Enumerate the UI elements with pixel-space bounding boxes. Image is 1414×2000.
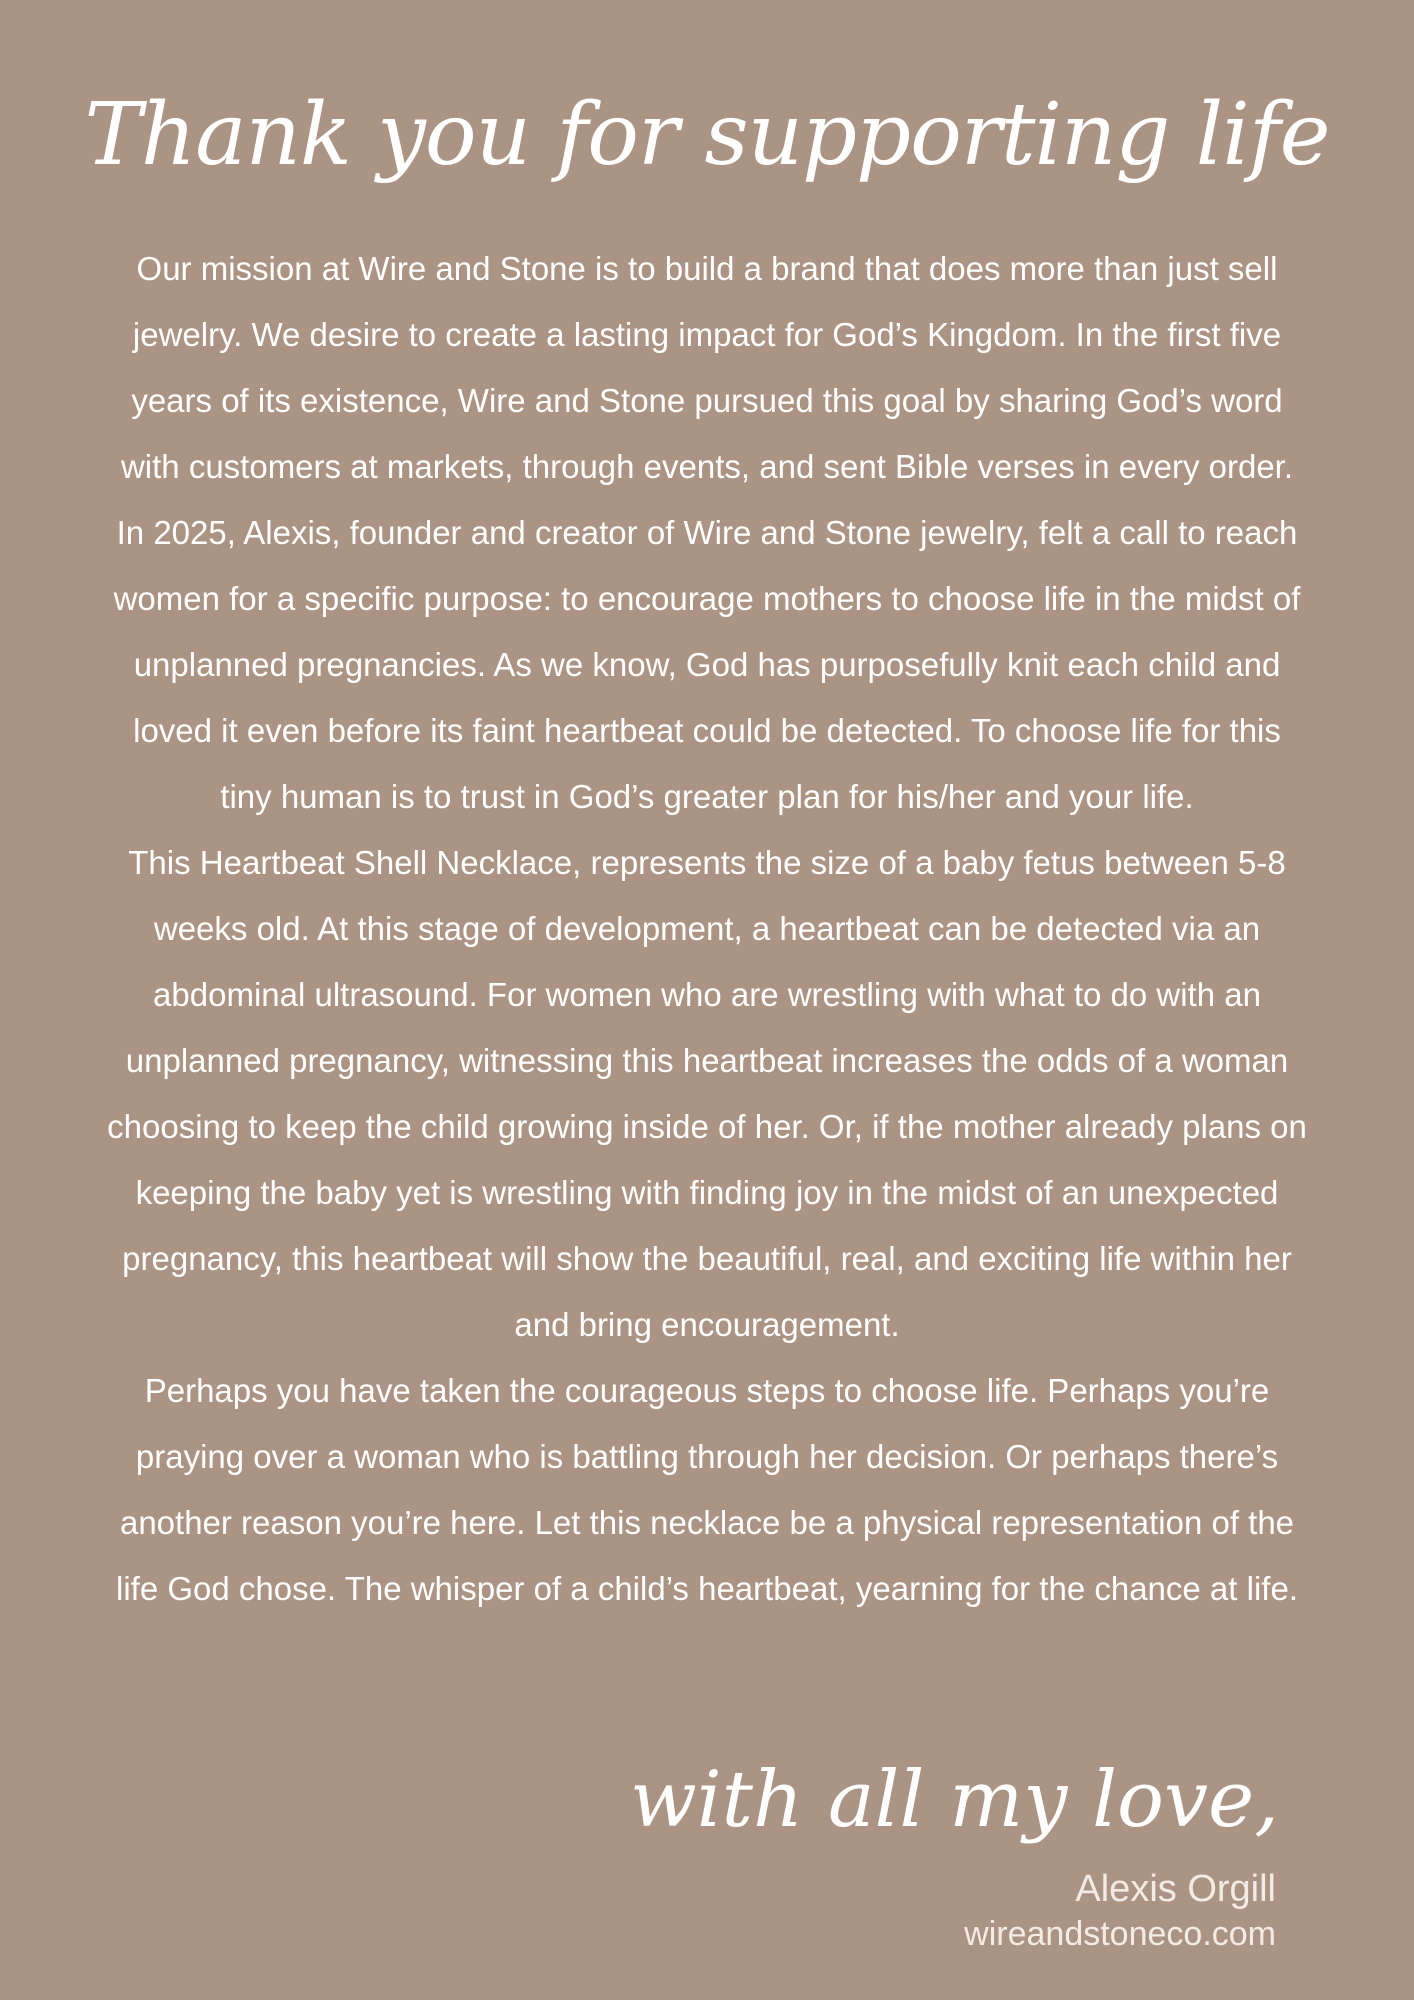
closing-paragraph: Perhaps you have taken the courageous steps to choose life. Perhaps you’re praying over a woman who is battling through her decision. Or perhaps there’s another reason you’re here. Let this necklace be a physical representation of the life God chose. The whisper of a child’s heartbeat, yearning for the chance at life. [116,1372,1298,1607]
mission-paragraph: Our mission at Wire and Stone is to build a brand that does more than just sell jewelry. We desire to create a lasting impact for God’s Kingdom. In the first five years of its existence, Wire and Stone pursued this goal by sharing God’s word with customers at markets, through events, and sent Bible verses in every order. In 2025, Alexis, founder and creator of Wire and Stone jewelry, felt a call to reach women for a specific purpose: to encourage mothers to choose life in the midst of unplanned pregnancies. As we know, God has purposefully knit each child and loved it even before its faint heartbeat could be detected. To choose life for this tiny human is to trust in God’s greater plan for his/her and your life. [113,250,1301,815]
signoff: with all my love, [629,1755,1279,1845]
card-body [105,236,1309,1622]
necklace-paragraph: This Heartbeat Shell Necklace, represents the size of a baby fetus between 5-8 weeks old. At this stage of development, a heartbeat can be detected via an abdominal ultrasound. For women who are wrestling with what to do with an unplanned pregnancy, witnessing this heartbeat increases the odds of a woman choosing to keep the child growing inside of her. Or, if the mother already plans on keeping the baby yet is wrestling with finding joy in the midst of an unexpected pregnancy, this heartbeat will show the beautiful, real, and exciting life within her and bring encouragement. [107,844,1307,1343]
signature-name: Alexis Orgill [1075,1868,1276,1910]
website-link[interactable]: wireandstoneco.com [964,1915,1276,1953]
card-title: Thank you for supporting life [84,85,1330,185]
